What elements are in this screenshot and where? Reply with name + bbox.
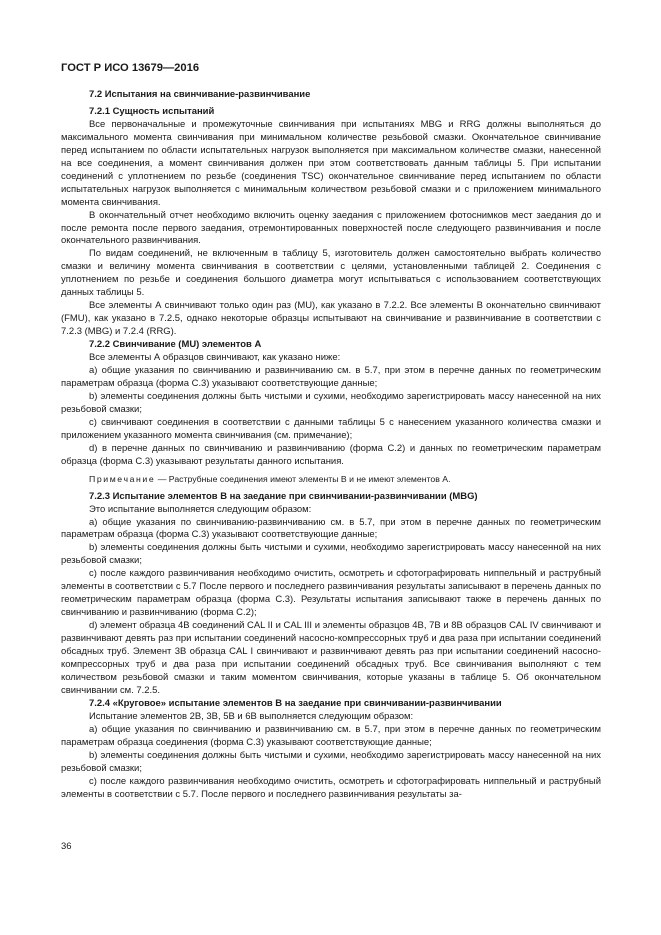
subsection-title-7-2-4: 7.2.4 «Круговое» испытание элементов В на заедание при свинчивании-развинчивании bbox=[89, 697, 502, 709]
list-item: а) общие указания по свинчиванию-развинчиванию см. в 5.7, при этом в перечне данных по геометрическим параметрам образца (форма С.3) указывают соответствующие данные; bbox=[61, 516, 601, 541]
page-number: 36 bbox=[61, 841, 72, 852]
section-title: 7.2 Испытания на свинчивание-развинчивание bbox=[89, 89, 311, 100]
list-item: b) элементы соединения должны быть чистыми и сухими, необходимо зарегистрировать массу нанесенной на них резьбовой смазки; bbox=[61, 542, 601, 567]
list-item: а) общие указания по свинчиванию и развинчиванию см. в 5.7, при этом в перечне данных по геометрическим параметрам образца соединения (форма С.3) указывают соответствующие данные; bbox=[61, 723, 601, 748]
document-body bbox=[61, 89, 601, 801]
list-item: d) в перечне данных по свинчиванию и развинчиванию (форма С.2) и данных по геометрическим параметрам образца (форма С.3) указывают результаты данного испытания. bbox=[61, 442, 601, 467]
list-item: b) элементы соединения должны быть чистыми и сухими, необходимо зарегистрировать массу нанесенной на них резьбовой смазки; bbox=[61, 749, 601, 774]
paragraph: Все первоначальные и промежуточные свинчивания при испытаниях MBG и RRG должны выполняться до максимального момента свинчивания при минимальном количестве резьбовой смазки. Окончательное свинчивание перед испытанием по области испытательных нагрузок выполняется при максимальном количестве смазки, нанесенной на все соединения, а момент свинчивания должен при этом соответствовать данным таблицы 5. При испытании соединений с уплотнением по резьбе (соединения TSC) окончательное свинчивание перед испытанием по области испытательных нагрузок выполняется с минимальным количеством резьбовой смазки и с приложением минимального момента свинчивания. bbox=[61, 118, 601, 208]
note-label: Примечание bbox=[89, 473, 156, 484]
paragraph: Все элементы А свинчивают только один раз (MU), как указано в 7.2.2. Все элементы В окончательно свинчивают (FMU), как указано в 7.2.5, однако некоторые образцы испытывают на свинчивание и развинчивание в соответствии с 7.2.3 (MBG) и 7.2.4 (RRG). bbox=[61, 300, 601, 338]
note-text: — Раструбные соединения имеют элементы В и не имеют элементов А. bbox=[155, 473, 451, 484]
list-item: d) элемент образца 4В соединений CAL II и CAL III и элементы образцов 4В, 7В и 8В образцов CAL IV свинчивают и развинчивают девять раз при испытании соединений насосно-компрессорных труб и два раза при испытании соединений обсадных труб. Элемент 3В образца CAL I свинчивают и развинчивают девять раз при испытании соединений насосно-компрессорных труб и два раза при испытании соединений обсадных труб. Все свинчивания выполняют с тем количеством резьбовой смазки и таким моментом свинчивания, которые указаны в таблице 5. Об окончательном свинчивании см. 7.2.5. bbox=[61, 620, 601, 696]
note bbox=[61, 473, 601, 486]
list-item: с) после каждого развинчивания необходимо очистить, осмотреть и сфотографировать ниппельный и раструбный элементы в соответствии с 5.7 После первого и последнего развинчивания результаты записывают в перечень данных по геометрическим параметрам образца (форма С.3). Результаты испытания записывают также в перечень данных по свинчиванию и развинчиванию (форма С.2); bbox=[61, 568, 601, 619]
paragraph: Это испытание выполняется следующим образом: bbox=[89, 503, 312, 515]
paragraph: Все элементы А образцов свинчивают, как указано ниже: bbox=[89, 352, 341, 364]
list-item: а) общие указания по свинчиванию и развинчиванию см. в 5.7, при этом в перечне данных по геометрическим параметрам образца (форма С.3) указывают соответствующие данные; bbox=[61, 365, 601, 389]
subsection-title-7-2-1: 7.2.1 Сущность испытаний bbox=[89, 105, 215, 117]
paragraph: Испытание элементов 2В, 3В, 5В и 6В выполняется следующим образом: bbox=[89, 710, 414, 722]
standard-header: ГОСТ Р ИСО 13679—2016 bbox=[61, 62, 200, 74]
list-item: с) свинчивают соединения в соответствии с данными таблицы 5 с нанесением указанного количества смазки и приложением указанного момента свинчивания (см. примечание); bbox=[61, 416, 601, 441]
paragraph: В окончательный отчет необходимо включить оценку заедания с приложением фотоснимков мест заедания до и после ремонта после первого заедания, отремонтированных поверхностей после следующего развинчивания и после окончательного развинчивания. bbox=[61, 209, 601, 247]
subsection-title-7-2-2: 7.2.2 Свинчивание (MU) элементов А bbox=[89, 339, 262, 351]
paragraph: По видам соединений, не включенным в таблицу 5, изготовитель должен самостоятельно выбрать количество смазки и величину момента свинчивания в соответствии с целями, установленными таблицей 2. Соединения с уплотнением по резьбе и соединения большого диаметра могут испытываться с использованием соответствующих данных таблицы 5. bbox=[61, 248, 601, 299]
subsection-title-7-2-3: 7.2.3 Испытание элементов В на заедание при свинчивании-развинчивании (MBG) bbox=[89, 490, 478, 502]
list-item: с) после каждого развинчивания необходимо очистить, осмотреть и сфотографировать ниппельный и раструбный элементы в соответствии с 5.7. После первого и последнего развинчивания результаты за- bbox=[61, 775, 601, 800]
list-item: b) элементы соединения должны быть чистыми и сухими, необходимо зарегистрировать массу нанесенной на них резьбовой смазки; bbox=[61, 390, 601, 415]
